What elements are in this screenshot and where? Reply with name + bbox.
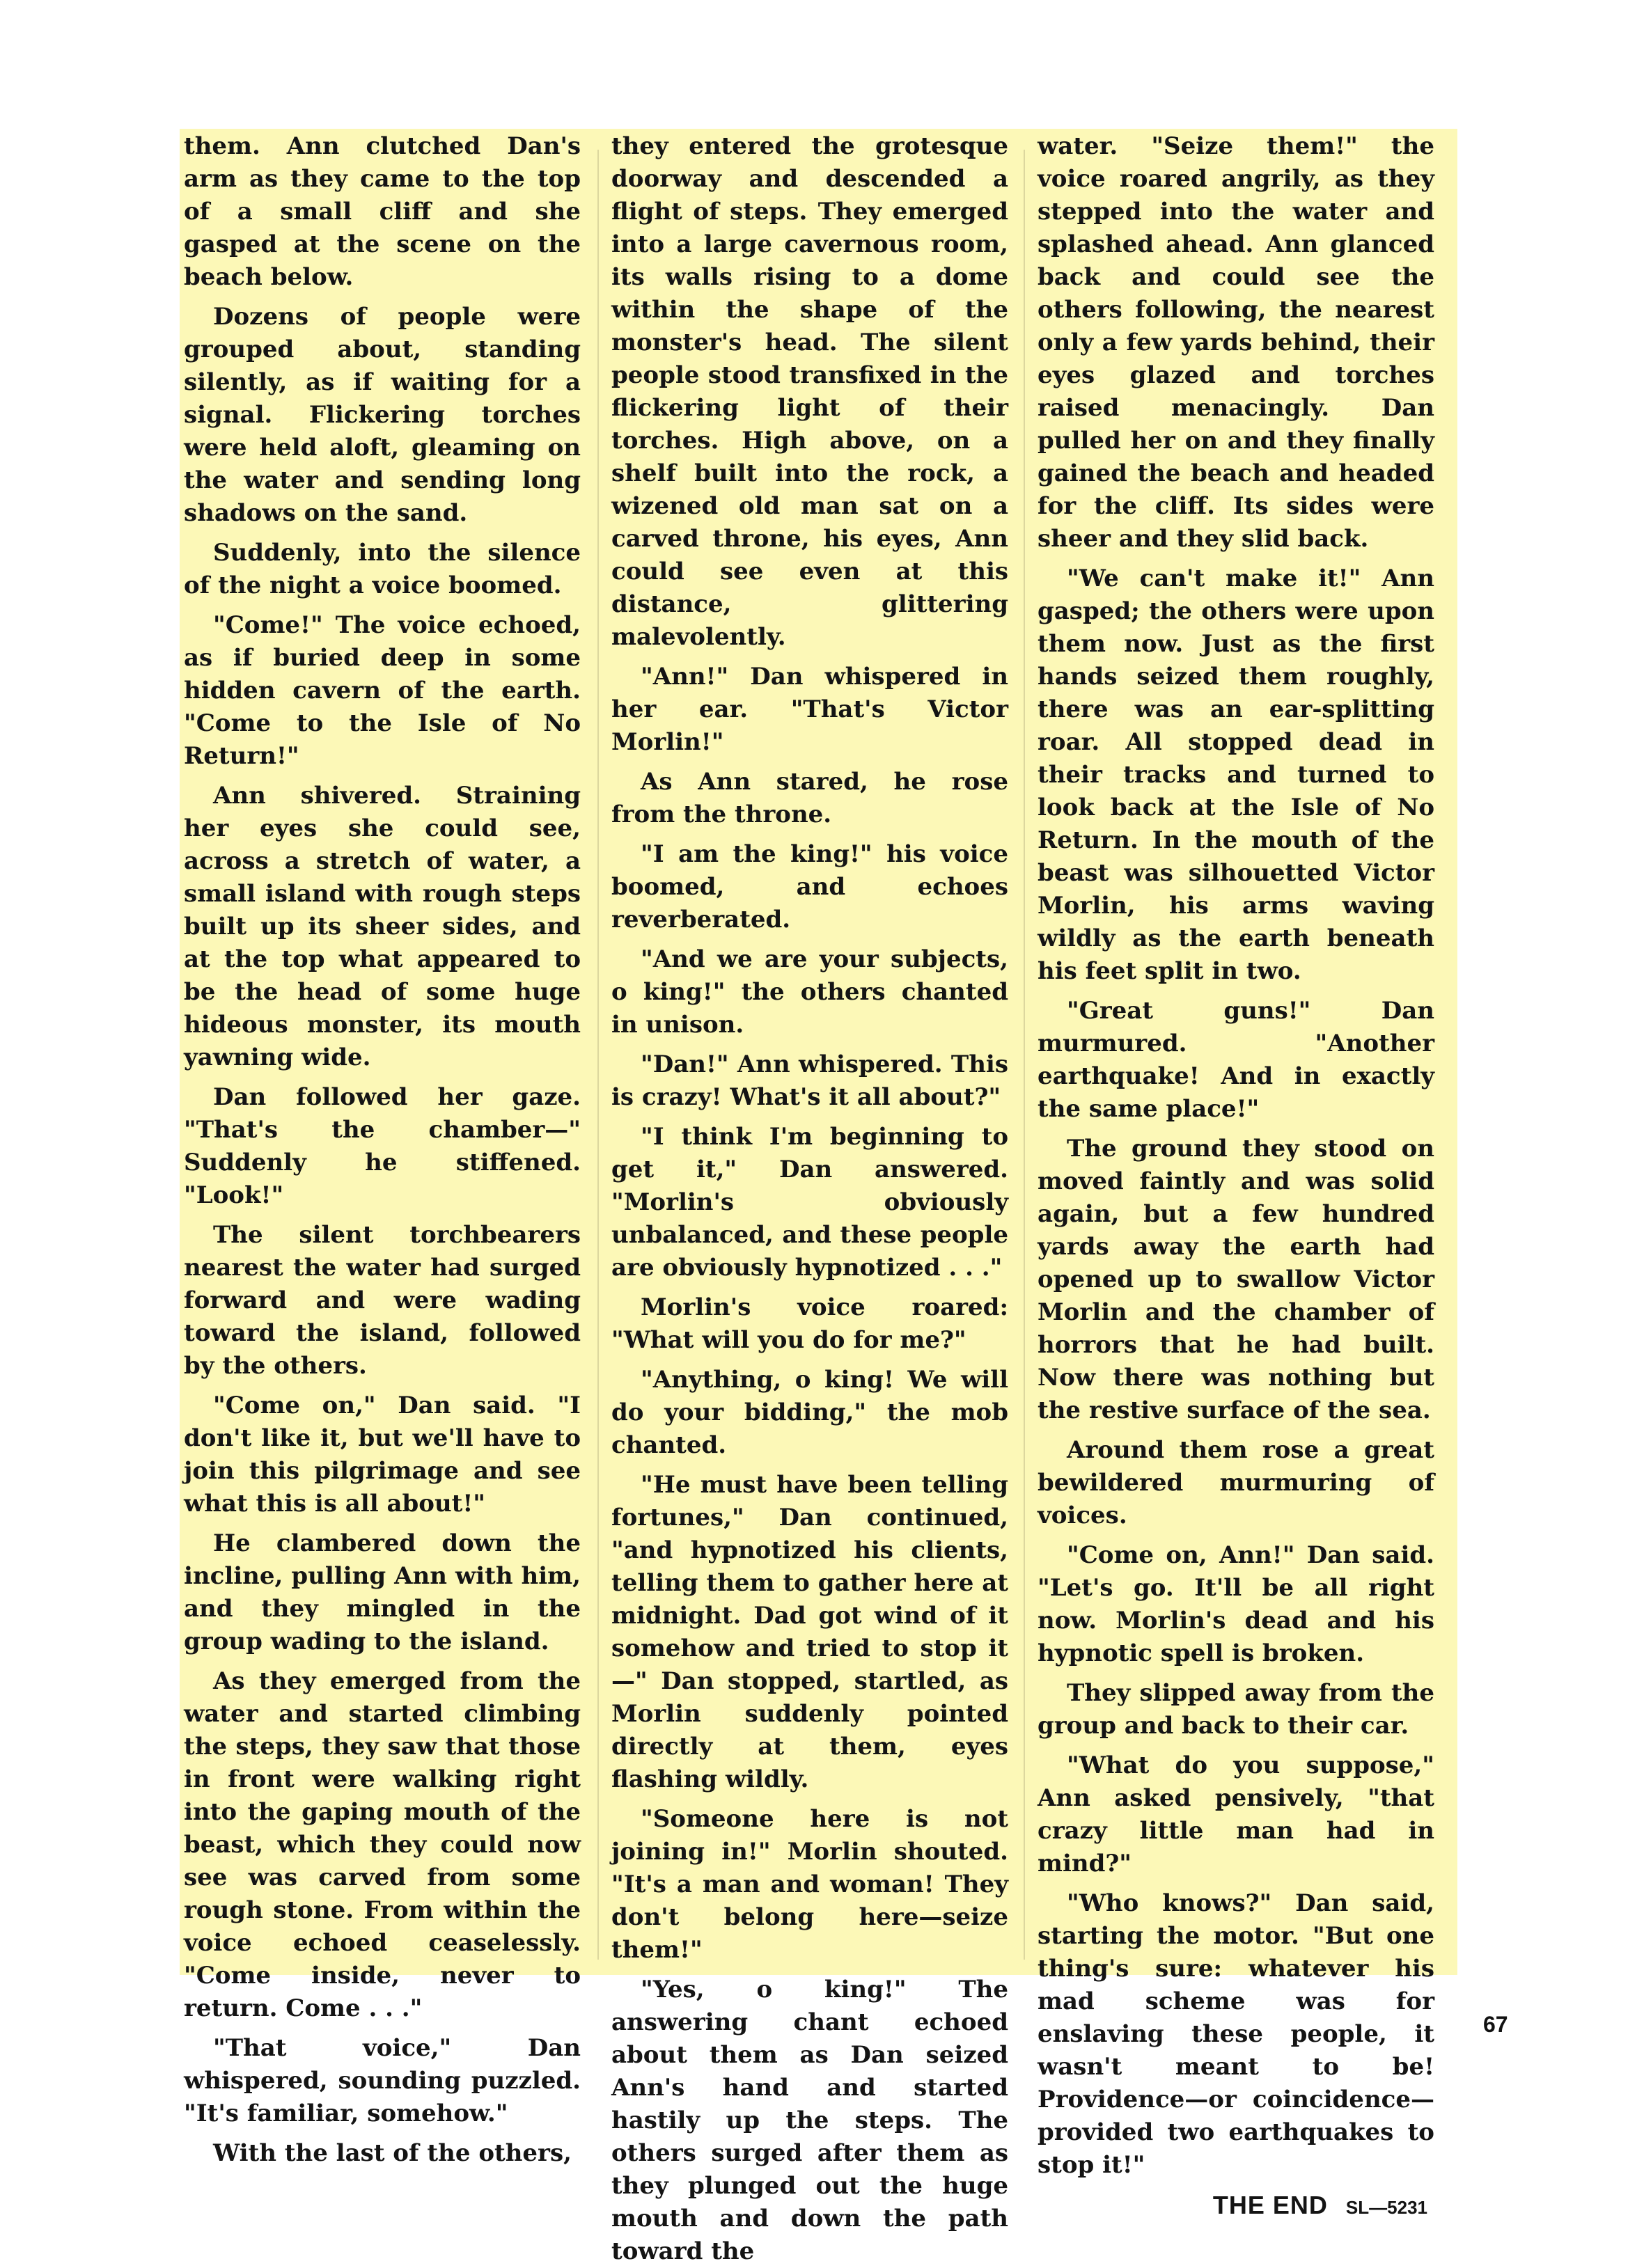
paragraph: Dan followed her gaze. "That's the chamber—" Suddenly he stiffened. "Look!" <box>184 1083 581 1209</box>
paragraph: Around them rose a great bewildered murmuring of voices. <box>1038 1436 1434 1529</box>
paragraph: The silent torchbearers nearest the water had surged forward and were wading toward the island, followed by the others. <box>184 1221 581 1380</box>
paragraph: "And we are your subjects, o king!" the others chanted in unison. <box>611 945 1008 1039</box>
paragraph: "We can't make it!" Ann gasped; the others were upon them now. Just as the first hands seized them roughly, there was an ear-splitting roar. All stopped dead in their tracks and turned to look back at the Isle of No Return. In the mouth of the beast was silhouetted Victor Morlin, his arms waving wildly as the earth beneath his feet split in two. <box>1038 565 1434 985</box>
paragraph: "Come on," Dan said. "I don't like it, but we'll have to join this pilgrimage and see what this is all about!" <box>184 1392 581 1518</box>
paragraph: With the last of the others, <box>213 2139 572 2167</box>
paragraph: "Come!" The voice echoed, as if buried deep in some hidden cavern of the earth. "Come to the Isle of No Return!" <box>184 611 581 770</box>
story-code: SL—5231 <box>1345 2197 1427 2218</box>
paragraph: "Ann!" Dan whispered in her ear. "That's Victor Morlin!" <box>611 663 1008 756</box>
paragraph: "He must have been telling fortunes," Dan continued, "and hypnotized his clients, telling them to gather here at midnight. Dad got wind of it somehow and tried to stop it—" Dan stopped, startled, as Morlin suddenly pointed directly at them, eyes flashing wildly. <box>611 1471 1008 1793</box>
paragraph: The ground they stood on moved faintly and was solid again, but a few hundred yards away the earth had opened up to swallow Victor Morlin and the chamber of horrors that he had built. Now there was nothing but the restive surface of the sea. <box>1038 1135 1434 1424</box>
column-divider <box>597 150 599 1960</box>
paragraph: "Someone here is not joining in!" Morlin shouted. "It's a man and woman! They don't belong here—seize them!" <box>611 1805 1008 1964</box>
paragraph: As they emerged from the water and started climbing the steps, they saw that those in front were walking right into the gaping mouth of the beast, which they could now see was carved from some rough stone. From within the voice echoed ceaselessly. "Come inside, never to return. Come . . ." <box>184 1667 581 2022</box>
paragraph: They slipped away from the group and back to their car. <box>1038 1679 1434 1740</box>
paragraph: "I think I'm beginning to get it," Dan answered. "Morlin's obviously unbalanced, and these people are obviously hypnotized . . ." <box>611 1123 1008 1282</box>
paragraph: water. "Seize them!" the voice roared angrily, as they stepped into the water and splashed ahead. Ann glanced back and could see the others following, the nearest only a few yards behind, their eyes glazed and torches raised menacingly. Dan pulled her on and they finally gained the beach and headed for the cliff. Its sides were sheer and they slid back. <box>1038 132 1434 553</box>
paragraph: "Yes, o king!" The answering chant echoed about them as Dan seized Ann's hand and started hastily up the steps. The others surged after them as they plunged out the huge mouth and down the path toward the <box>611 1976 1008 2265</box>
paragraph: Dozens of people were grouped about, standing silently, as if waiting for a signal. Flickering torches were held aloft, gleaming on the water and sending long shadows on the sand. <box>184 303 581 527</box>
page-number: 67 <box>1483 2012 1508 2037</box>
paragraph: Suddenly, into the silence of the night a voice boomed. <box>184 539 581 599</box>
paragraph: "Come on, Ann!" Dan said. "Let's go. It'll be all right now. Morlin's dead and his hypnotic spell is broken. <box>1038 1541 1434 1667</box>
paragraph: they entered the grotesque doorway and descended a flight of steps. They emerged into a large cavernous room, its walls rising to a dome within the shape of the monster's head. The silent people stood transfixed in the flickering light of their torches. High above, on a shelf built into the rock, a wizened old man sat on a carved throne, his eyes, Ann could see even at this distance, glittering malevolently. <box>611 132 1008 651</box>
text-column-3 <box>1038 129 1434 2219</box>
paragraph: "Who knows?" Dan said, starting the motor. "But one thing's sure: whatever his mad scheme was for enslaving these people, it wasn't meant to be! Providence—or coincidence—provided two earthquakes to stop it!" <box>1038 1889 1434 2179</box>
paragraph: "I am the king!" his voice boomed, and echoes reverberated. <box>611 840 1008 934</box>
paragraph: "Great guns!" Dan murmured. "Another earthquake! And in exactly the same place!" <box>1038 997 1434 1123</box>
paragraph: As Ann stared, he rose from the throne. <box>611 768 1008 828</box>
paragraph: "What do you suppose," Ann asked pensively, "that crazy little man had in mind?" <box>1038 1751 1434 1877</box>
the-end-label: THE END <box>1212 2191 1328 2219</box>
text-column-1 <box>184 129 581 2167</box>
paragraph: Ann shivered. Straining her eyes she could see, across a stretch of water, a small island with rough steps built up its sheer sides, and at the top what appeared to be the head of some huge hideous monster, its mouth yawning wide. <box>184 782 581 1071</box>
paragraph: "Dan!" Ann whispered. This is crazy! What's it all about?" <box>611 1050 1008 1111</box>
paragraph: "Anything, o king! We will do your bidding," the mob chanted. <box>611 1366 1008 1459</box>
paragraph: them. Ann clutched Dan's arm as they came to the top of a small cliff and she gasped at the scene on the beach below. <box>184 132 581 291</box>
paragraph: Morlin's voice roared: "What will you do for me?" <box>611 1293 1008 1354</box>
story-end-line <box>1038 2189 1434 2224</box>
text-column-2 <box>611 129 1008 2265</box>
paragraph: He clambered down the incline, pulling Ann with him, and they mingled in the group wading to the island. <box>184 1529 581 1655</box>
paragraph: "That voice," Dan whispered, sounding puzzled. "It's familiar, somehow." <box>184 2034 581 2127</box>
column-divider <box>1024 150 1025 1960</box>
story-page <box>180 129 1457 2265</box>
